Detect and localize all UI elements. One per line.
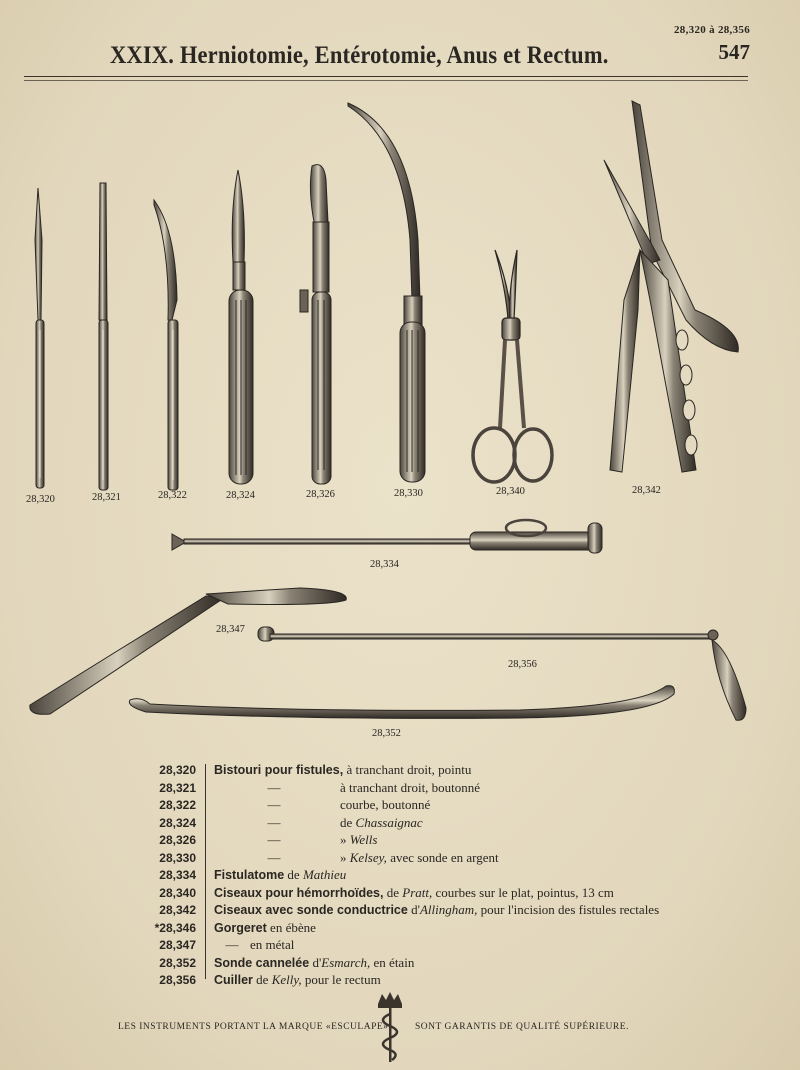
- ditto-dash: —: [267, 797, 281, 812]
- catalog-row: [130, 780, 770, 798]
- item-author: Wells: [349, 832, 378, 847]
- fistulatome-28334-illustration: [172, 520, 602, 553]
- item-name: Cuiller: [214, 973, 253, 987]
- catalog-row: [130, 920, 770, 938]
- item-description: [206, 972, 381, 988]
- spoon-28356-illustration: [258, 627, 746, 720]
- item-code: 28,334: [159, 868, 196, 882]
- item-code: 28,352: [159, 955, 196, 970]
- ditto-dash: —: [267, 849, 281, 865]
- item-author: Esmarch,: [321, 954, 371, 970]
- item-description: [206, 815, 423, 831]
- figure-label-28347: 28,347: [216, 624, 245, 635]
- footer-left-text: LES INSTRUMENTS PORTANT LA MARQUE «ESCULAPE»: [118, 1022, 389, 1032]
- item-code: 28,326: [159, 833, 196, 847]
- item-name: Ciseaux pour hémorrhoïdes,: [214, 885, 384, 900]
- page-number: 547: [718, 40, 750, 64]
- bistoury-28324-illustration: [229, 170, 253, 484]
- item-detail: à tranchant droit, pointu: [343, 762, 472, 777]
- item-detail: en ébène: [266, 919, 316, 935]
- item-detail: pour l'incision des fistules rectales: [477, 902, 660, 917]
- item-description: [206, 832, 377, 848]
- item-detail: courbes sur le plat, pointus, 13 cm: [432, 884, 614, 900]
- list-divider: [205, 764, 206, 979]
- item-detail: courbe, boutonné: [340, 797, 431, 812]
- item-detail: avec sonde en argent: [386, 849, 499, 865]
- item-description: [206, 867, 346, 883]
- ditto-dash: —: [267, 779, 281, 795]
- figure-label-28330: 28,330: [394, 488, 423, 499]
- item-detail: en métal: [250, 937, 295, 952]
- catalog-row: [130, 797, 770, 815]
- scissors-28342-illustration: [604, 101, 738, 472]
- page-title: XXIX. Herniotomie, Entérotomie, Anus et Rectum.: [110, 42, 609, 69]
- catalog-list: [130, 762, 770, 990]
- esculape-emblem-icon: [372, 990, 408, 1064]
- item-description: [206, 920, 316, 936]
- footer-right-text: SONT GARANTIS DE QUALITÉ SUPÉRIEURE.: [415, 1022, 629, 1032]
- item-detail: en étain: [370, 954, 415, 970]
- probe-28352-illustration: [129, 686, 674, 719]
- item-connector: de: [252, 972, 272, 987]
- reference-range: 28,320 à 28,356: [674, 24, 750, 36]
- item-description: [206, 902, 659, 918]
- catalog-row: [130, 902, 770, 920]
- item-description: [206, 955, 414, 971]
- item-author: Allingham,: [419, 902, 478, 917]
- item-description: [206, 780, 480, 796]
- ditto-dash: —: [267, 832, 281, 847]
- item-description: [206, 762, 471, 778]
- catalog-row: [130, 937, 770, 955]
- gorgeret-28347-illustration: [30, 588, 346, 714]
- item-author: Kelly,: [271, 972, 302, 987]
- item-connector: de: [284, 867, 303, 882]
- catalog-row: [130, 867, 770, 885]
- item-code: 28,322: [159, 798, 196, 812]
- item-connector: »: [340, 849, 350, 865]
- item-code: 28,320: [159, 763, 196, 777]
- item-name: Ciseaux avec sonde conductrice: [214, 903, 408, 917]
- item-author: Kelsey,: [349, 849, 387, 865]
- item-name: Fistulatome: [214, 868, 285, 882]
- catalog-row: [130, 972, 770, 990]
- bistoury-28321-illustration: [99, 183, 108, 490]
- item-code: 28,347: [159, 938, 196, 952]
- item-code: 28,342: [159, 903, 196, 917]
- catalog-row: [130, 955, 770, 973]
- bistoury-28330-illustration: [348, 103, 425, 482]
- item-name: Gorgeret: [214, 920, 267, 935]
- ditto-dash: —: [267, 814, 281, 830]
- catalog-row: [130, 762, 770, 780]
- item-connector: d': [407, 902, 420, 917]
- bistoury-28320-illustration: [35, 188, 44, 488]
- figure-label-28340: 28,340: [496, 486, 525, 497]
- item-author: Pratt,: [402, 884, 433, 900]
- item-description: [206, 850, 499, 866]
- item-detail: pour le rectum: [301, 972, 381, 987]
- item-code: 28,324: [159, 815, 196, 830]
- item-code: 28,321: [159, 780, 196, 795]
- item-description: [206, 885, 614, 901]
- item-code: 28,356: [159, 973, 196, 987]
- item-code: *28,346: [154, 920, 196, 935]
- figure-label-28356: 28,356: [508, 659, 537, 670]
- figure-label-28324: 28,324: [226, 490, 255, 501]
- ditto-dash: —: [225, 937, 239, 952]
- bistoury-28326-illustration: [300, 165, 331, 484]
- item-connector: de: [383, 884, 403, 900]
- scissors-28340-illustration: [473, 250, 552, 482]
- item-name: Bistouri pour fistules,: [214, 763, 344, 777]
- item-description: [206, 797, 430, 813]
- item-description: [206, 937, 294, 953]
- item-connector: »: [340, 832, 350, 847]
- item-connector: d': [309, 954, 322, 970]
- figure-label-28322: 28,322: [158, 490, 187, 501]
- figure-label-28352: 28,352: [372, 728, 401, 739]
- item-connector: de: [340, 814, 356, 830]
- figure-label-28321: 28,321: [92, 492, 121, 503]
- bistoury-28322-illustration: [154, 200, 178, 490]
- catalog-row: [130, 815, 770, 833]
- item-detail: à tranchant droit, boutonné: [340, 779, 481, 795]
- catalog-row: [130, 850, 770, 868]
- figure-label-28320: 28,320: [26, 494, 55, 505]
- item-code: 28,340: [159, 885, 196, 900]
- item-code: 28,330: [159, 850, 196, 865]
- catalog-row: [130, 885, 770, 903]
- figure-label-28326: 28,326: [306, 489, 335, 500]
- item-author: Mathieu: [302, 867, 347, 882]
- item-author: Chassaignac: [355, 814, 423, 830]
- figure-label-28342: 28,342: [632, 485, 661, 496]
- item-name: Sonde cannelée: [214, 955, 310, 970]
- catalog-row: [130, 832, 770, 850]
- figure-label-28334: 28,334: [370, 559, 399, 570]
